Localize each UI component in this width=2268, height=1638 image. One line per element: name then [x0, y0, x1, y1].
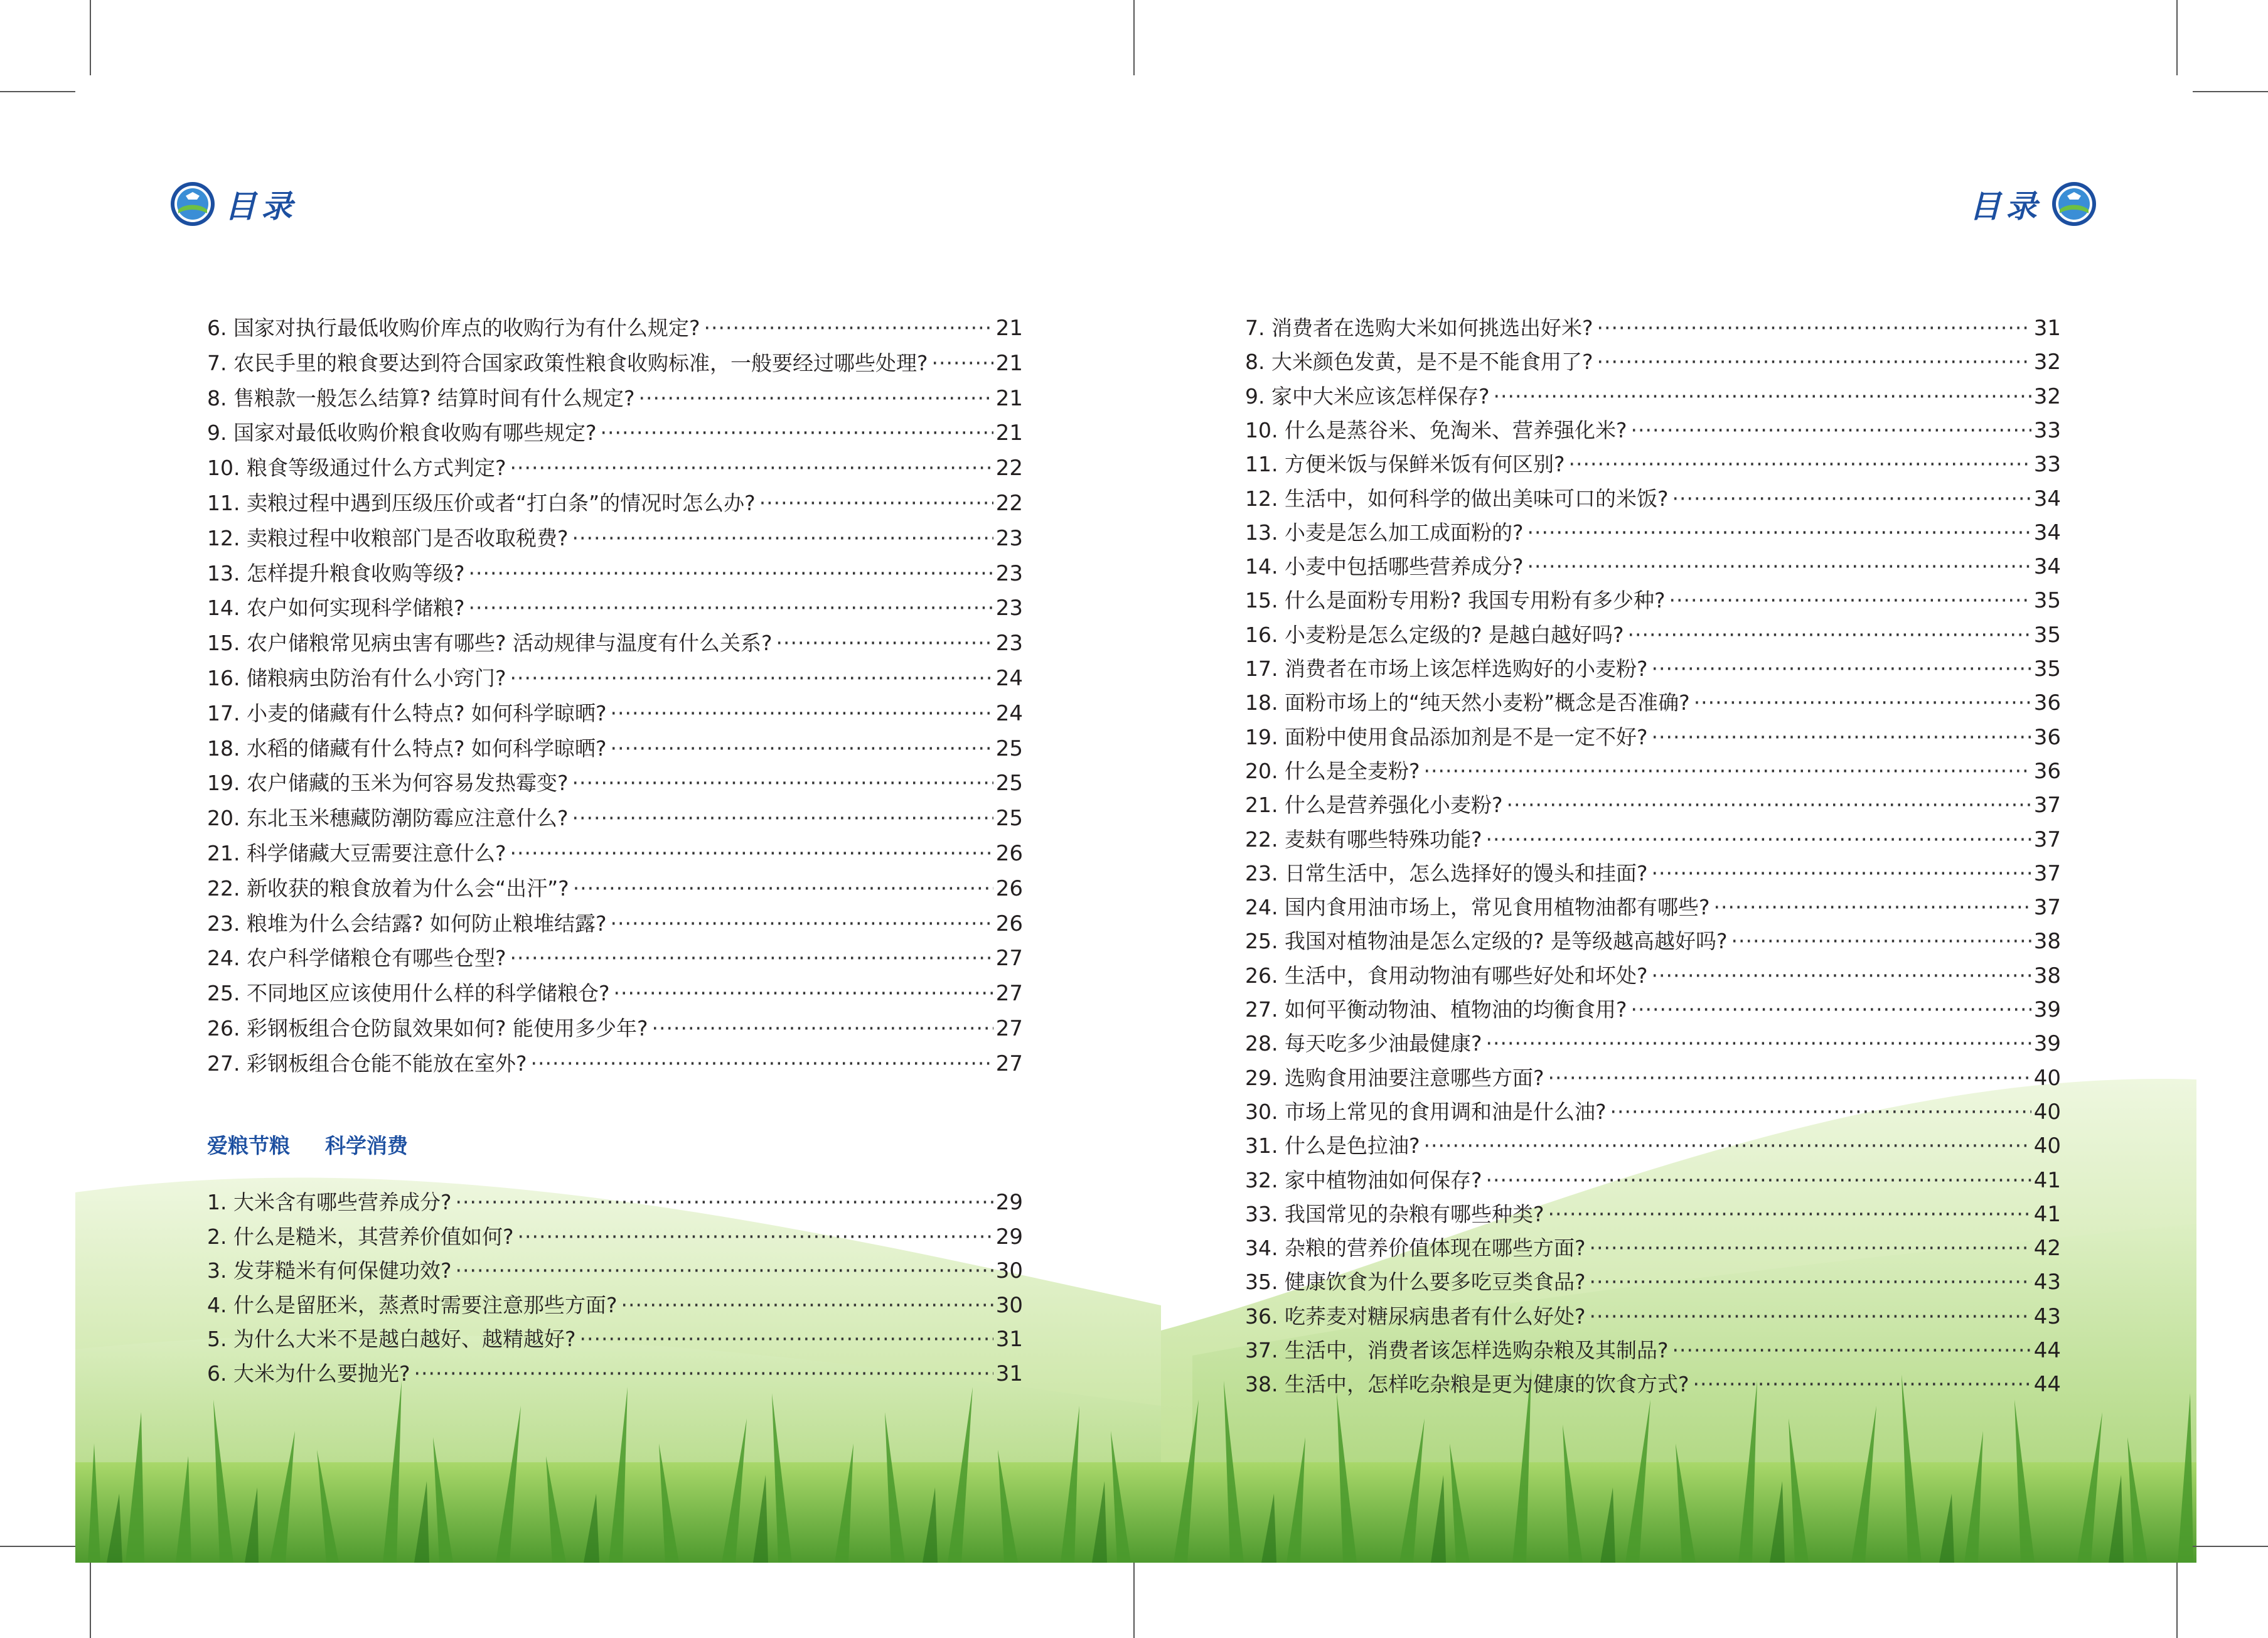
dot-leader — [621, 1293, 993, 1317]
dot-leader — [601, 420, 993, 445]
toc-page-number: 42 — [2033, 1236, 2061, 1261]
toc-entry-title: 11. 方便米饭与保鲜米饭有何区别? — [1245, 452, 1565, 477]
toc-entry-title: 26. 彩钢板组合仓防鼠效果如何? 能使用多少年? — [207, 1016, 648, 1041]
crop-mark — [1133, 1563, 1135, 1638]
crop-mark — [2176, 0, 2178, 75]
toc-page-number: 24 — [995, 700, 1023, 726]
toc-page-number: 21 — [995, 316, 1023, 341]
toc-entry-title: 15. 农户储粮常见病虫害有哪些? 活动规律与温度有什么关系? — [207, 631, 773, 656]
toc-entry-title: 19. 面粉中使用食品添加剂是不是一定不好? — [1245, 724, 1648, 749]
toc-page-number: 22 — [995, 456, 1023, 481]
toc-entry-title: 9. 家中大米应该怎样保存? — [1245, 383, 1490, 409]
toc-entry[interactable] — [207, 1221, 1023, 1255]
dot-leader — [531, 1051, 993, 1076]
toc-entry-title: 36. 吃荞麦对糖尿病患者有什么好处? — [1245, 1303, 1586, 1329]
toc-entry-title: 10. 什么是蒸谷米、免淘米、营养强化米? — [1245, 417, 1627, 442]
toc-entry-title: 37. 生活中，消费者该怎样选购杂粮及其制品? — [1245, 1338, 1669, 1362]
crop-mark — [2193, 91, 2268, 92]
dot-leader — [1569, 452, 2031, 476]
toc-entry[interactable] — [1245, 312, 2061, 346]
dot-leader — [932, 351, 993, 375]
toc-entry-title: 16. 储粮病虫防治有什么小窍门? — [207, 666, 506, 690]
toc-entry[interactable] — [207, 1186, 1023, 1220]
toc-page-number: 21 — [995, 385, 1023, 411]
toc-entry[interactable] — [1245, 584, 2061, 618]
toc-entry[interactable] — [1245, 1334, 2061, 1368]
toc-entry[interactable] — [1245, 857, 2061, 891]
dot-leader — [1652, 963, 2031, 988]
toc-list-left-consumption — [207, 1186, 1023, 1393]
toc-entry[interactable] — [207, 942, 1023, 976]
dot-leader — [1652, 725, 2031, 749]
crop-mark — [0, 1546, 75, 1547]
toc-entry-title: 29. 选购食用油要注意哪些方面? — [1245, 1065, 1544, 1090]
toc-entry-title: 21. 科学储藏大豆需要注意什么? — [207, 841, 506, 865]
toc-entry-title: 30. 市场上常见的食用调和油是什么油? — [1245, 1099, 1607, 1124]
dot-leader — [1597, 350, 2031, 374]
toc-page-number: 37 — [2033, 793, 2061, 818]
dot-leader — [1527, 520, 2031, 545]
toc-entry-title: 31. 什么是色拉油? — [1245, 1133, 1420, 1159]
dot-leader — [572, 806, 993, 830]
toc-entry[interactable] — [207, 1047, 1023, 1081]
dot-leader — [469, 596, 993, 620]
toc-entry-title: 20. 什么是全麦粉? — [1245, 758, 1420, 783]
toc-page-number: 41 — [2033, 1167, 2061, 1193]
toc-entry-title: 13. 小麦是怎么加工成面粉的? — [1245, 520, 1524, 545]
left-page-header — [169, 176, 297, 232]
toc-page-number: 39 — [2033, 997, 2061, 1022]
toc-entry[interactable] — [207, 697, 1023, 731]
crop-mark — [90, 1563, 91, 1638]
toc-entry-title: 6. 国家对执行最低收购价库点的收购行为有什么规定? — [207, 316, 700, 340]
toc-page-number: 33 — [2033, 452, 2061, 478]
toc-entry[interactable] — [1245, 789, 2061, 823]
toc-entry[interactable] — [1245, 483, 2061, 517]
toc-entry-title: 27. 彩钢板组合仓能不能放在室外? — [207, 1051, 527, 1076]
toc-entry-title: 18. 水稻的储藏有什么特点? 如何科学晾晒? — [207, 736, 607, 761]
dot-leader — [1693, 1372, 2031, 1396]
toc-entry-title: 7. 消费者在选购大米如何挑选出好米? — [1245, 316, 1593, 340]
dot-leader — [572, 771, 993, 795]
dot-leader — [1424, 759, 2031, 783]
toc-page-number: 30 — [995, 1258, 1023, 1283]
dot-leader — [573, 876, 993, 901]
toc-page-number: 38 — [2033, 929, 2061, 955]
toc-entry-title: 4. 什么是留胚米，蒸煮时需要注意那些方面? — [207, 1292, 618, 1317]
toc-entry[interactable] — [1245, 1164, 2061, 1198]
toc-entry[interactable] — [207, 1012, 1023, 1046]
page-title: 目录 — [1969, 188, 2042, 225]
toc-page-number: 23 — [995, 631, 1023, 656]
toc-entry[interactable] — [207, 1323, 1023, 1357]
dot-leader — [414, 1361, 993, 1386]
toc-entry[interactable] — [207, 452, 1023, 486]
toc-entry[interactable] — [1245, 550, 2061, 584]
dot-leader — [1494, 384, 2031, 409]
toc-page-number: 31 — [2033, 316, 2061, 341]
dot-leader — [572, 526, 993, 550]
dot-leader — [611, 736, 993, 761]
section-title-part2: 科学消费 — [325, 1133, 408, 1158]
dot-leader — [1714, 895, 2031, 919]
dot-leader — [611, 701, 993, 725]
toc-page-number: 24 — [995, 666, 1023, 691]
toc-page-number: 29 — [995, 1224, 1023, 1250]
dot-leader — [759, 491, 993, 515]
toc-page-number: 26 — [995, 911, 1023, 936]
toc-entry-title: 9. 国家对最低收购价粮食收购有哪些规定? — [207, 420, 597, 446]
toc-page-number: 35 — [2033, 588, 2061, 614]
toc-entry-title: 10. 粮食等级通过什么方式判定? — [207, 456, 506, 481]
toc-entry-title: 17. 小麦的储藏有什么特点? 如何科学晾晒? — [207, 700, 607, 725]
dot-leader — [580, 1327, 993, 1351]
toc-entry-title: 17. 消费者在市场上该怎样选购好的小麦粉? — [1245, 656, 1648, 681]
dot-leader — [1652, 656, 2031, 681]
toc-entry-title: 23. 日常生活中，怎么选择好的馒头和挂面? — [1245, 860, 1648, 886]
toc-entry[interactable] — [1245, 380, 2061, 414]
toc-entry[interactable] — [207, 312, 1023, 346]
toc-entry-title: 16. 小麦粉是怎么定级的? 是越白越好吗? — [1245, 622, 1624, 647]
toc-entry[interactable] — [1245, 619, 2061, 653]
toc-entry[interactable] — [207, 837, 1023, 871]
toc-page-number: 35 — [2033, 622, 2061, 648]
toc-page-number: 25 — [995, 806, 1023, 832]
dot-leader — [1652, 861, 2031, 886]
toc-entry-title: 22. 麦麸有哪些特殊功能? — [1245, 827, 1482, 852]
toc-page-number: 34 — [2033, 520, 2061, 545]
toc-entry[interactable] — [1245, 414, 2061, 448]
dot-leader — [1628, 623, 2031, 647]
toc-entry-title: 6. 大米为什么要抛光? — [207, 1361, 410, 1386]
toc-entry[interactable] — [207, 627, 1023, 661]
toc-entry-title: 24. 农户科学储粮仓有哪些仓型? — [207, 946, 506, 971]
toc-entry-title: 38. 生活中，怎样吃杂粮是更为健康的饮食方式? — [1245, 1372, 1689, 1397]
toc-page-number: 29 — [995, 1190, 1023, 1215]
dot-leader — [1694, 690, 2031, 715]
toc-page-number: 26 — [995, 875, 1023, 901]
dot-leader — [1486, 827, 2031, 852]
dot-leader — [1486, 1168, 2031, 1192]
toc-page-number: 31 — [995, 1361, 1023, 1386]
toc-entry-title: 12. 生活中，如何科学的做出美味可口的米饭? — [1245, 486, 1669, 511]
crop-mark — [90, 0, 91, 75]
toc-entry[interactable] — [207, 662, 1023, 696]
crop-mark — [0, 91, 75, 92]
toc-entry-title: 8. 售粮款一般怎么结算? 结算时间有什么规定? — [207, 385, 635, 410]
toc-page-number: 34 — [2033, 486, 2061, 511]
toc-entry[interactable] — [1245, 1027, 2061, 1061]
toc-entry[interactable] — [1245, 1266, 2061, 1300]
crop-mark — [2193, 1546, 2268, 1547]
toc-entry[interactable] — [207, 1255, 1023, 1288]
toc-entry[interactable] — [207, 802, 1023, 836]
page-title: 目录 — [225, 188, 297, 225]
dot-leader — [1590, 1236, 2031, 1260]
section-title-part1: 爱粮节粮 — [207, 1133, 290, 1158]
toc-page-number: 26 — [995, 841, 1023, 866]
toc-entry[interactable] — [207, 767, 1023, 801]
toc-page-number: 33 — [2033, 417, 2061, 443]
toc-page-number: 21 — [995, 420, 1023, 446]
toc-entry[interactable] — [1245, 517, 2061, 550]
toc-entry-title: 24. 国内食用油市场上，常见食用植物油都有哪些? — [1245, 895, 1710, 920]
toc-page-number: 23 — [995, 560, 1023, 586]
toc-entry-title: 25. 不同地区应该使用什么样的科学储粮仓? — [207, 981, 610, 1006]
toc-page-number: 40 — [2033, 1133, 2061, 1159]
dot-leader — [1631, 997, 2031, 1022]
right-page-header — [1969, 176, 2097, 232]
toc-entry-title: 21. 什么是营养强化小麦粉? — [1245, 793, 1503, 818]
toc-entry[interactable] — [1245, 1368, 2061, 1402]
toc-page-number: 23 — [995, 525, 1023, 551]
toc-page-number: 32 — [2033, 350, 2061, 375]
dot-leader — [510, 456, 993, 480]
toc-entry[interactable] — [207, 557, 1023, 591]
toc-entry[interactable] — [1245, 1300, 2061, 1334]
toc-entry-title: 23. 粮堆为什么会结露? 如何防止粮堆结露? — [207, 911, 607, 936]
toc-entry[interactable] — [207, 522, 1023, 556]
toc-entry-title: 19. 农户储藏的玉米为何容易发热霉变? — [207, 771, 569, 796]
toc-page-number: 40 — [2033, 1099, 2061, 1125]
toc-entry[interactable] — [1245, 1096, 2061, 1130]
toc-entry-title: 28. 每天吃多少油最健康? — [1245, 1031, 1482, 1056]
toc-entry-title: 14. 农户如何实现科学储粮? — [207, 596, 465, 621]
grain-logo-icon — [169, 181, 216, 227]
toc-entry[interactable] — [207, 347, 1023, 381]
toc-page-number: 34 — [2033, 554, 2061, 580]
toc-entry[interactable] — [1245, 823, 2061, 857]
toc-entry-title: 22. 新收获的粮食放着为什么会“出汗”? — [207, 875, 569, 901]
toc-page-number: 25 — [995, 771, 1023, 796]
toc-entry[interactable] — [207, 1289, 1023, 1323]
toc-entry[interactable] — [1245, 687, 2061, 720]
toc-entry-title: 14. 小麦中包括哪些营养成分? — [1245, 554, 1524, 579]
toc-entry[interactable] — [207, 382, 1023, 416]
dot-leader — [1486, 1031, 2031, 1056]
dot-leader — [704, 316, 993, 340]
dot-leader — [1672, 486, 2031, 511]
toc-page-number: 41 — [2033, 1201, 2061, 1227]
toc-page-number: 22 — [995, 491, 1023, 516]
dot-leader — [1731, 929, 2031, 953]
crop-mark — [1133, 0, 1135, 75]
toc-entry[interactable] — [207, 732, 1023, 766]
toc-page-number: 36 — [2033, 758, 2061, 784]
dot-leader — [510, 666, 993, 690]
toc-page-number: 44 — [2033, 1372, 2061, 1398]
toc-page-number: 27 — [995, 1016, 1023, 1041]
toc-entry[interactable] — [207, 1357, 1023, 1391]
toc-entry[interactable] — [1245, 721, 2061, 755]
toc-page-number: 37 — [2033, 860, 2061, 886]
dot-leader — [510, 946, 993, 970]
toc-entry[interactable] — [207, 417, 1023, 451]
toc-entry[interactable] — [207, 592, 1023, 626]
dot-leader — [1597, 316, 2031, 340]
toc-page-number: 39 — [2033, 1031, 2061, 1057]
toc-page-number: 27 — [995, 1051, 1023, 1076]
toc-page-number: 43 — [2033, 1303, 2061, 1329]
section-heading — [207, 1130, 443, 1159]
toc-entry-title: 7. 农民手里的粮食要达到符合国家政策性粮食收购标准，一般要经过哪些处理? — [207, 350, 928, 375]
dot-leader — [456, 1258, 993, 1283]
toc-entry[interactable] — [207, 907, 1023, 941]
toc-page-number: 23 — [995, 596, 1023, 621]
toc-entry-title: 1. 大米含有哪些营养成分? — [207, 1190, 452, 1214]
toc-list-right — [1245, 312, 2061, 1404]
toc-entry-title: 18. 面粉市场上的“纯天然小麦粉”概念是否准确? — [1245, 690, 1690, 715]
dot-leader — [518, 1224, 993, 1249]
toc-entry[interactable] — [1245, 448, 2061, 482]
toc-entry[interactable] — [207, 977, 1023, 1011]
toc-entry[interactable] — [1245, 346, 2061, 380]
toc-page-number: 25 — [995, 736, 1023, 761]
crop-mark — [2176, 1563, 2178, 1638]
dot-leader — [1548, 1066, 2031, 1090]
toc-entry[interactable] — [1245, 1130, 2061, 1164]
dot-leader — [776, 631, 993, 655]
toc-entry-title: 12. 卖粮过程中收粮部门是否收取税费? — [207, 525, 569, 550]
toc-page-number: 30 — [995, 1292, 1023, 1318]
toc-page-number: 36 — [2033, 724, 2061, 750]
dot-leader — [652, 1016, 993, 1041]
toc-page-number: 21 — [995, 350, 1023, 376]
toc-entry[interactable] — [1245, 960, 2061, 993]
toc-entry-title: 35. 健康饮食为什么要多吃豆类食品? — [1245, 1270, 1586, 1295]
dot-leader — [1631, 418, 2031, 442]
toc-page-number: 31 — [995, 1327, 1023, 1352]
toc-entry-title: 32. 家中植物油如何保存? — [1245, 1167, 1482, 1192]
dot-leader — [456, 1190, 993, 1214]
dot-leader — [510, 841, 993, 865]
toc-entry-title: 3. 发芽糙米有何保健功效? — [207, 1258, 452, 1283]
toc-entry-title: 2. 什么是糙米，其营养价值如何? — [207, 1224, 514, 1249]
toc-page-number: 44 — [2033, 1338, 2061, 1363]
dot-leader — [1590, 1270, 2031, 1294]
toc-entry-title: 26. 生活中，食用动物油有哪些好处和坏处? — [1245, 963, 1648, 988]
toc-page-number: 40 — [2033, 1065, 2061, 1091]
toc-page-number: 32 — [2033, 383, 2061, 409]
toc-page-number: 37 — [2033, 895, 2061, 921]
dot-leader — [611, 911, 993, 936]
toc-entry[interactable] — [1245, 755, 2061, 789]
dot-leader — [1424, 1133, 2031, 1158]
toc-entry-title: 27. 如何平衡动物油、植物油的均衡食用? — [1245, 997, 1627, 1022]
toc-entry-title: 5. 为什么大米不是越白越好、越精越好? — [207, 1327, 576, 1351]
toc-page-number: 43 — [2033, 1270, 2061, 1295]
toc-page-number: 38 — [2033, 963, 2061, 988]
dot-leader — [1669, 588, 2031, 613]
toc-page-number: 27 — [995, 946, 1023, 972]
toc-entry-title: 33. 我国常见的杂粮有哪些种类? — [1245, 1201, 1544, 1226]
toc-entry-title: 34. 杂粮的营养价值体现在哪些方面? — [1245, 1236, 1586, 1261]
toc-entry-title: 8. 大米颜色发黄，是不是不能食用了? — [1245, 350, 1593, 375]
dot-leader — [614, 981, 993, 1005]
toc-page-number: 27 — [995, 981, 1023, 1007]
toc-entry[interactable] — [1245, 993, 2061, 1027]
dot-leader — [1507, 793, 2031, 817]
toc-page-number: 36 — [2033, 690, 2061, 716]
dot-leader — [1527, 554, 2031, 579]
toc-entry[interactable] — [1245, 1232, 2061, 1266]
toc-entry[interactable] — [1245, 891, 2061, 925]
toc-entry-title: 13. 怎样提升粮食收购等级? — [207, 560, 465, 586]
toc-entry[interactable] — [1245, 1198, 2061, 1232]
toc-entry-title: 15. 什么是面粉专用粉? 我国专用粉有多少种? — [1245, 588, 1666, 613]
toc-entry-title: 25. 我国对植物油是怎么定级的? 是等级越高越好吗? — [1245, 929, 1728, 954]
toc-entry-title: 11. 卖粮过程中遇到压级压价或者“打白条”的情况时怎么办? — [207, 491, 756, 515]
toc-entry[interactable] — [207, 487, 1023, 521]
grain-logo-icon — [2051, 181, 2097, 227]
toc-entry[interactable] — [1245, 653, 2061, 687]
toc-page-number: 35 — [2033, 656, 2061, 682]
toc-list-left — [207, 312, 1023, 1090]
dot-leader — [1590, 1304, 2031, 1329]
dot-leader — [1610, 1100, 2031, 1124]
toc-entry[interactable] — [207, 872, 1023, 906]
dot-leader — [1548, 1202, 2031, 1226]
dot-leader — [1672, 1338, 2031, 1362]
dot-leader — [639, 386, 993, 410]
toc-entry[interactable] — [1245, 925, 2061, 959]
dot-leader — [469, 561, 993, 586]
toc-entry[interactable] — [1245, 1062, 2061, 1096]
toc-entry-title: 20. 东北玉米穗藏防潮防霉应注意什么? — [207, 806, 569, 831]
toc-page-number: 37 — [2033, 827, 2061, 852]
